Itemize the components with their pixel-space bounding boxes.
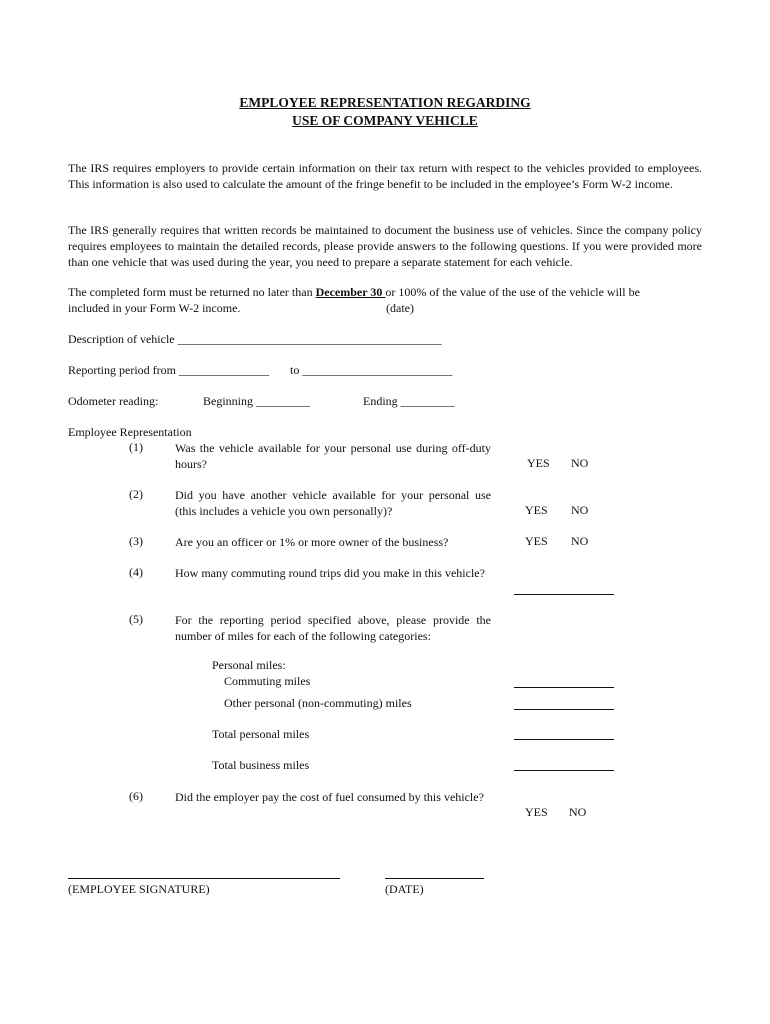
total-personal-miles-label: Total personal miles bbox=[212, 727, 310, 741]
q6-no-option[interactable]: NO bbox=[569, 805, 587, 819]
deadline-text-after: or 100% of the value of the use of the vehicle will be bbox=[385, 285, 640, 299]
commuting-miles-line[interactable] bbox=[514, 687, 614, 688]
intro-paragraph-2: The IRS generally requires that written records be maintained to document the business use of vehicles. Since the company policy requires employees to maintain the detailed records, please provide answers to the following questions. If you were provided more than one vehicle that was used during the year, you need to prepare a separate statement for each vehicle. bbox=[68, 223, 702, 269]
personal-miles-heading: Personal miles: bbox=[212, 658, 286, 672]
section-heading: Employee Representation bbox=[68, 425, 192, 439]
question-text: Did the employer pay the cost of fuel consumed by this vehicle? bbox=[175, 790, 484, 804]
question-number: (4) bbox=[129, 565, 143, 579]
deadline-text-before: The completed form must be returned no later than bbox=[68, 285, 316, 299]
q6-yes-option[interactable]: YES bbox=[525, 805, 548, 819]
employee-signature-label: (EMPLOYEE SIGNATURE) bbox=[68, 882, 210, 896]
q3-yes-option[interactable]: YES bbox=[525, 534, 548, 548]
question-text: How many commuting round trips did you make in this vehicle? bbox=[175, 566, 485, 580]
odometer-label: Odometer reading: bbox=[68, 394, 159, 408]
question-number: (1) bbox=[129, 440, 143, 454]
deadline-date: December 30 bbox=[315, 285, 386, 299]
vehicle-description-field[interactable]: Description of vehicle ____________________________________________ bbox=[68, 332, 442, 346]
deadline-line-1 bbox=[68, 285, 640, 300]
q1-no-option[interactable]: NO bbox=[571, 456, 589, 470]
commuting-miles-label: Commuting miles bbox=[224, 674, 311, 688]
total-business-miles-line[interactable] bbox=[514, 770, 614, 771]
odometer-beginning-field[interactable]: Beginning _________ bbox=[203, 394, 310, 408]
question-number: (3) bbox=[129, 534, 143, 548]
other-personal-miles-line[interactable] bbox=[514, 709, 614, 710]
form-title-line-1: EMPLOYEE REPRESENTATION REGARDING bbox=[239, 95, 531, 110]
intro-paragraph-1: The IRS requires employers to provide certain information on their tax return with respect to the vehicles provided to employees. This information is also used to calculate the amount of the fringe benefit to be included in the employee’s Form W-2 income. bbox=[68, 161, 702, 191]
question-number: (2) bbox=[129, 487, 143, 501]
question-text: Was the vehicle available for your personal use during off-duty hours? bbox=[175, 441, 491, 471]
deadline-line-2: included in your Form W-2 income. bbox=[68, 301, 241, 315]
question-text: Did you have another vehicle available for your personal use (this includes a vehicle you own personally)? bbox=[175, 488, 491, 518]
q3-no-option[interactable]: NO bbox=[571, 534, 589, 548]
q2-yes-option[interactable]: YES bbox=[525, 503, 548, 517]
question-number: (5) bbox=[129, 612, 143, 626]
question-number: (6) bbox=[129, 789, 143, 803]
form-title-line-2: USE OF COMPANY VEHICLE bbox=[292, 113, 478, 128]
signature-date-line[interactable] bbox=[385, 878, 484, 879]
q4-answer-line[interactable] bbox=[514, 594, 614, 595]
q1-yes-option[interactable]: YES bbox=[527, 456, 550, 470]
other-personal-miles-label: Other personal (non-commuting) miles bbox=[224, 696, 412, 710]
odometer-ending-field[interactable]: Ending _________ bbox=[363, 394, 455, 408]
employee-signature-line[interactable] bbox=[68, 878, 340, 879]
total-personal-miles-line[interactable] bbox=[514, 739, 614, 740]
q2-no-option[interactable]: NO bbox=[571, 503, 589, 517]
reporting-period-from-field[interactable]: Reporting period from _______________ bbox=[68, 363, 269, 377]
question-text: Are you an officer or 1% or more owner of the business? bbox=[175, 535, 449, 549]
question-text: For the reporting period specified above, please provide the number of miles for each of the following categories: bbox=[175, 613, 491, 643]
signature-date-label: (DATE) bbox=[385, 882, 424, 896]
reporting-period-to-field[interactable]: to _________________________ bbox=[290, 363, 453, 377]
deadline-date-caption: (date) bbox=[386, 301, 414, 315]
total-business-miles-label: Total business miles bbox=[212, 758, 310, 772]
